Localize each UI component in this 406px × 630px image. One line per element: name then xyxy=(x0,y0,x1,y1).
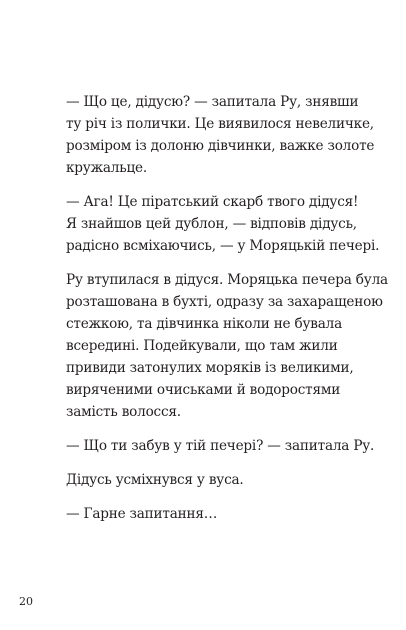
text-line: радісно всміхаючись, — у Моряцькій печері. xyxy=(66,238,380,254)
paragraph-5 xyxy=(66,469,386,491)
text-line: Дідусь усміхнувся у вуса. xyxy=(66,472,244,488)
text-line: привиди затонулих моряків із великими, xyxy=(66,360,354,376)
text-line: розміром із долоню дівчинки, важке золоте xyxy=(66,138,375,154)
text-line: Я знайшов цей дублон, — відповів дідусь, xyxy=(66,216,357,232)
text-line: — Ага! Це піратський скарб твого дідуся! xyxy=(66,194,359,210)
text-line: — Що ти забув у тій печері? — запитала Ру. xyxy=(66,438,375,454)
text-line: — Гарне запитання… xyxy=(66,506,218,522)
paragraph-3 xyxy=(66,269,386,423)
text-line: замість волосся. xyxy=(66,404,181,420)
paragraph-1 xyxy=(66,91,386,179)
text-line: Ру втупилася в дідуся. Моряцька печера була xyxy=(66,272,388,288)
text-line: кружальце. xyxy=(66,160,147,176)
text-line: виряченими очиськами й водоростями xyxy=(66,382,341,398)
body-text xyxy=(66,91,386,537)
text-line: — Що це, дідусю? — запитала Ру, знявши xyxy=(66,94,359,110)
text-line: всередині. Подейкували, що там жили xyxy=(66,338,338,354)
text-line: розташована в бухті, одразу за захаращеною xyxy=(66,294,383,310)
paragraph-2 xyxy=(66,191,386,257)
paragraph-6 xyxy=(66,503,386,525)
paragraph-4 xyxy=(66,435,386,457)
text-line: стежкою, та дівчинка ніколи не бувала xyxy=(66,316,342,332)
page-number: 20 xyxy=(19,595,33,608)
text-line: ту річ із полички. Це виявилося невеличке, xyxy=(66,116,374,132)
